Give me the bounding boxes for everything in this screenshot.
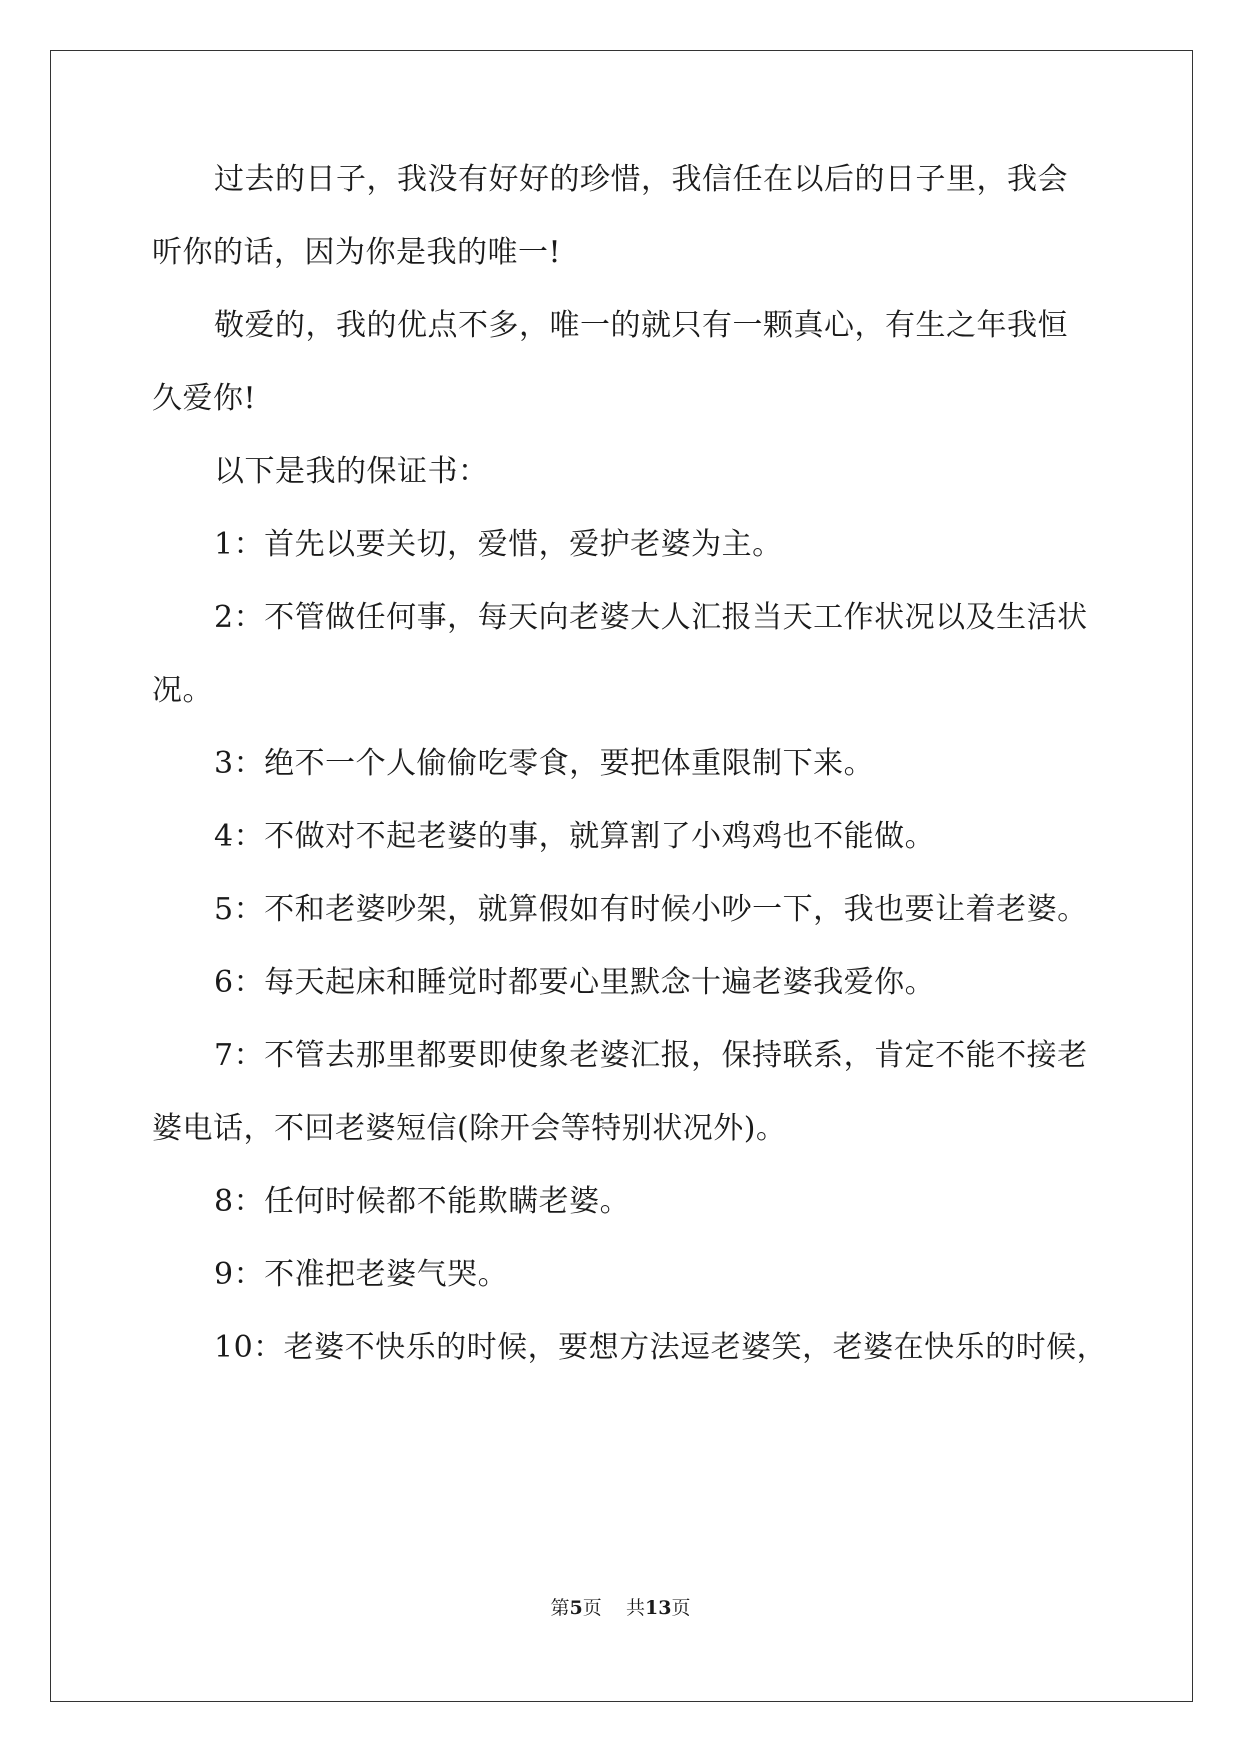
total-prefix: 共 xyxy=(625,1597,645,1619)
list-item-continuation: 婆电话，不回老婆短信(除开会等特别状况外)。 xyxy=(152,1111,787,1146)
page-prefix: 第 xyxy=(550,1597,570,1619)
total-pages: 13 xyxy=(644,1597,672,1619)
page-suffix: 页 xyxy=(582,1597,602,1619)
list-item: 6：每天起床和睡觉时都要心里默念十遍老婆我爱你。 xyxy=(214,965,936,1000)
total-suffix: 页 xyxy=(671,1597,691,1619)
list-item: 3：绝不一个人偷偷吃零食，要把体重限制下来。 xyxy=(214,746,875,781)
list-item-continuation: 况。 xyxy=(152,673,213,708)
list-item: 10：老婆不快乐的时候，要想方法逗老婆笑，老婆在快乐的时候， xyxy=(214,1330,1108,1365)
list-item: 5：不和老婆吵架，就算假如有时候小吵一下，我也要让着老婆。 xyxy=(214,892,1088,927)
paragraph-line: 以下是我的保证书： xyxy=(214,454,489,489)
list-item: 9：不准把老婆气哭。 xyxy=(214,1257,509,1292)
list-item: 4：不做对不起老婆的事，就算割了小鸡鸡也不能做。 xyxy=(214,819,936,854)
paragraph-line: 敬爱的，我的优点不多，唯一的就只有一颗真心，有生之年我恒 xyxy=(214,308,1068,343)
list-item: 1：首先以要关切，爱惜，爱护老婆为主。 xyxy=(214,527,783,562)
paragraph-line: 听你的话，因为你是我的唯一! xyxy=(152,235,562,270)
page-number: 5 xyxy=(569,1597,583,1619)
page-footer xyxy=(0,1596,1241,1620)
list-item: 8：任何时候都不能欺瞒老婆。 xyxy=(214,1184,631,1219)
list-item: 7：不管去那里都要即使象老婆汇报，保持联系，肯定不能不接老 xyxy=(214,1038,1088,1073)
list-item: 2：不管做任何事，每天向老婆大人汇报当天工作状况以及生活状 xyxy=(214,600,1088,635)
paragraph-line: 过去的日子，我没有好好的珍惜，我信任在以后的日子里，我会 xyxy=(214,162,1068,197)
paragraph-line: 久爱你! xyxy=(152,381,257,416)
page-border xyxy=(50,50,1193,1702)
